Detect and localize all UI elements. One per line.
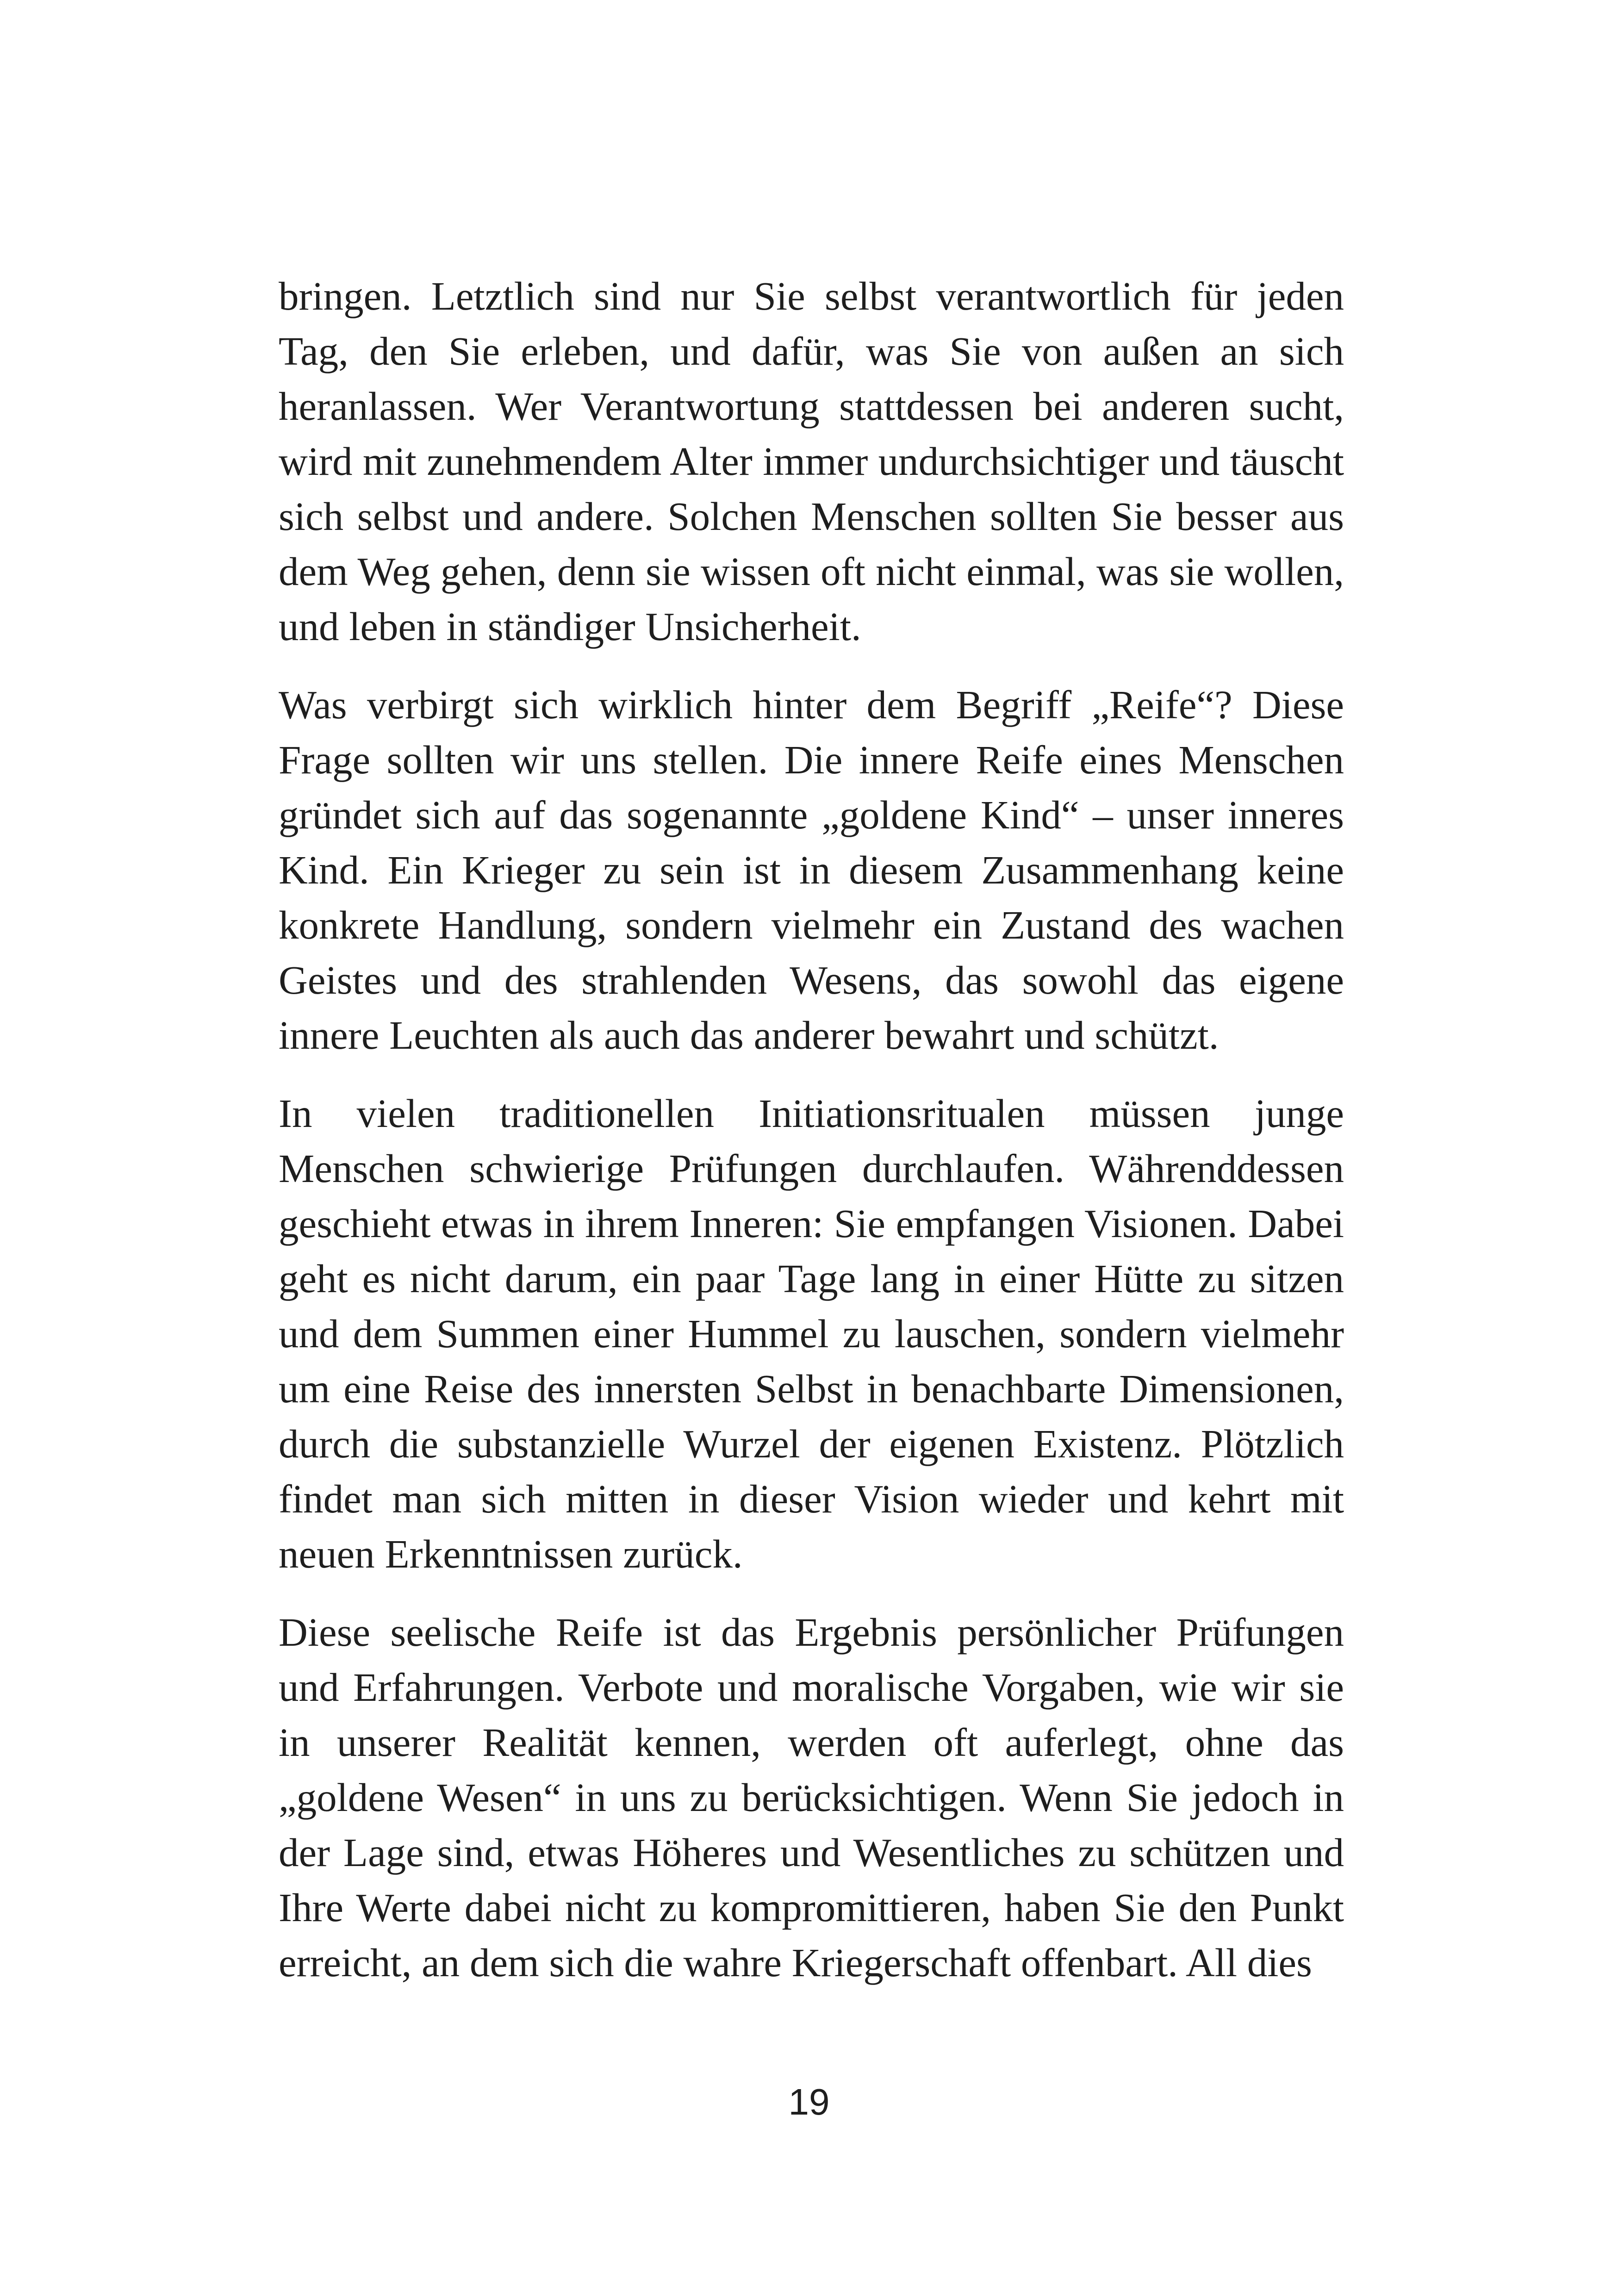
paragraph: bringen. Letztlich sind nur Sie selbst verantwortlich für jeden Tag, den Sie erleben, und dafür, was Sie von außen an sich heranlassen. Wer Verantwortung stattdessen bei anderen sucht, wird mit zunehmendem Alter immer undurchsichtiger und täuscht sich selbst und andere. Solchen Menschen sollten Sie besser aus dem Weg gehen, denn sie wissen oft nicht einmal, was sie wollen, und leben in ständiger Unsicherheit. [279, 274, 1344, 649]
paragraph: In vielen traditionellen Initiationsritualen müssen junge Menschen schwierige Prüfungen durchlaufen. Währenddessen geschieht etwas in ihrem Inneren: Sie empfangen Visionen. Dabei geht es nicht darum, ein paar Tage lang in einer Hütte zu sitzen und dem Summen einer Hummel zu lauschen, sondern vielmehr um eine Reise des innersten Selbst in benachbarte Dimensionen, durch die substanzielle Wurzel der eigenen Existenz. Plötzlich findet man sich mitten in dieser Vision wieder und kehrt mit neuen Erkenntnissen zurück. [279, 1091, 1344, 1576]
paragraph: Was verbirgt sich wirklich hinter dem Begriff „Reife“? Diese Frage sollten wir uns stellen. Die innere Reife eines Menschen gründet sich auf das sogenannte „goldene Kind“ – unser inneres Kind. Ein Krieger zu sein ist in diesem Zusammenhang keine konkrete Handlung, sondern vielmehr ein Zustand des wachen Geistes und des strahlenden Wesens, das sowohl das eigene innere Leuchten als auch das anderer bewahrt und schützt. [279, 682, 1344, 1058]
body-text [279, 268, 1344, 2013]
paragraph: Diese seelische Reife ist das Ergebnis persönlicher Prüfungen und Erfahrungen. Verbote und moralische Vorgaben, wie wir sie in unserer Realität kennen, werden oft auferlegt, ohne das „goldene Wesen“ in uns zu berücksichtigen. Wenn Sie jedoch in der Lage sind, etwas Höheres und Wesentliches zu schützen und Ihre Werte dabei nicht zu kompromittieren, haben Sie den Punkt erreicht, an dem sich die wahre Kriegerschaft offenbart. All dies [279, 1610, 1344, 1985]
page-number: 19 [788, 2081, 830, 2122]
